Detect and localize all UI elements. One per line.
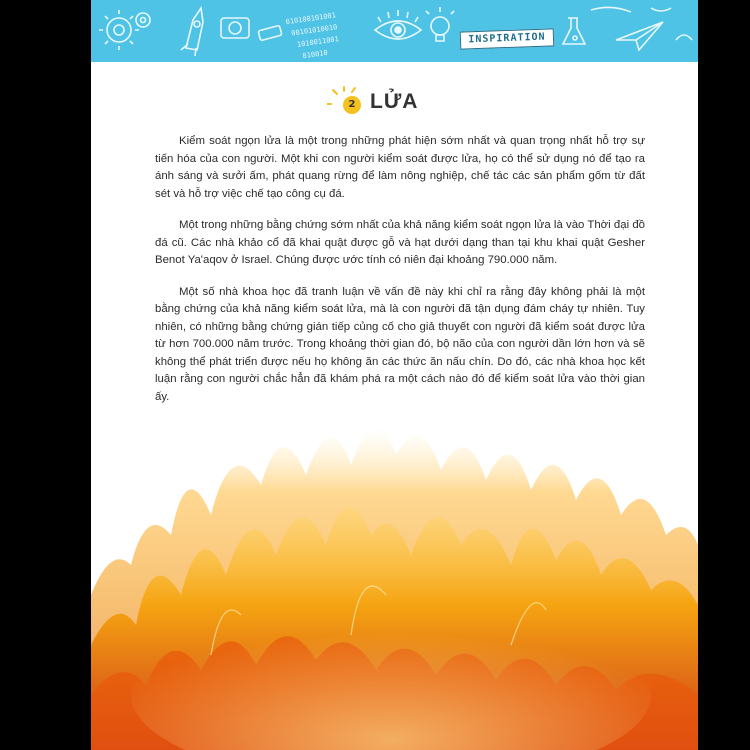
doodle-flourish [591, 7, 692, 40]
fire-illustration [91, 395, 698, 750]
eye-icon [375, 10, 421, 39]
chapter-number: 2 [343, 96, 361, 114]
paragraph: Một trong những bằng chứng sớm nhất của khả năng kiểm soát ngọn lửa là vào Thời đại đồ đá cũ. Các nhà khảo cổ đã khai quật được gỗ và hạt dưới dạng than tại khu khai quật Gesher Benot Ya'aqov ở Israel. Chúng được ước tính có niên đại khoảng 790.000 năm. [155, 219, 645, 266]
svg-text:00101010010: 00101010010 [290, 23, 338, 38]
paper-plane-icon [616, 22, 663, 50]
svg-text:010100101001: 010100101001 [285, 11, 337, 27]
paragraph: Kiểm soát ngọn lửa là một trong những phát hiện sớm nhất và quan trọng nhất hỗ trợ sự tiến hóa của con người. Một khi con người kiểm soát được lửa, họ có thể sử dụng nó để tạo ra ánh sáng và sưởi ấm, phát quang rừng để làm nông nghiệp, chế tác các sản phẩm gốm từ đất sét và hỗ trợ việc chế tạo công cụ đá. [155, 135, 645, 200]
camera-icon [221, 18, 249, 38]
header-banner [91, 0, 698, 62]
binary-code-icon [285, 11, 341, 62]
lightbulb-icon [426, 7, 454, 41]
paragraph: Một số nhà khoa học đã tranh luận về vấn đề này khi chỉ ra rằng đây không phải là một bằng chứng của khả năng kiểm soát lửa, mà là con người đã tận dụng đám cháy tự nhiên. Tuy nhiên, có những bằng chứng gián tiếp củng cố cho giả thuyết con người đã kiểm soát được lửa từ hơn 700.000 năm trước. Trong khoảng thời gian đó, bộ não của con người dần lớn hơn và sẽ không thể phát triển được nếu họ không ăn các thức ăn nấu chín. Do đó, các nhà khoa học kết luận rằng con người chắc hẳn đã khám phá ra một cách nào đó để kiểm soát lửa vào thời gian ấy. [155, 285, 645, 403]
usb-stick-icon [258, 25, 282, 40]
svg-text:010010: 010010 [302, 48, 329, 61]
svg-text:1010011001: 1010011001 [296, 35, 340, 49]
body-text [155, 133, 645, 420]
chapter-heading [327, 86, 507, 122]
chapter-title: LỬA [370, 90, 419, 113]
banner-doodles [91, 0, 698, 62]
flask-icon [563, 18, 585, 44]
rocket-icon [181, 8, 203, 56]
book-page [91, 0, 698, 750]
gear-icon [99, 10, 150, 50]
inspiration-label: INSPIRATION [460, 28, 555, 49]
flames-image [91, 395, 698, 750]
